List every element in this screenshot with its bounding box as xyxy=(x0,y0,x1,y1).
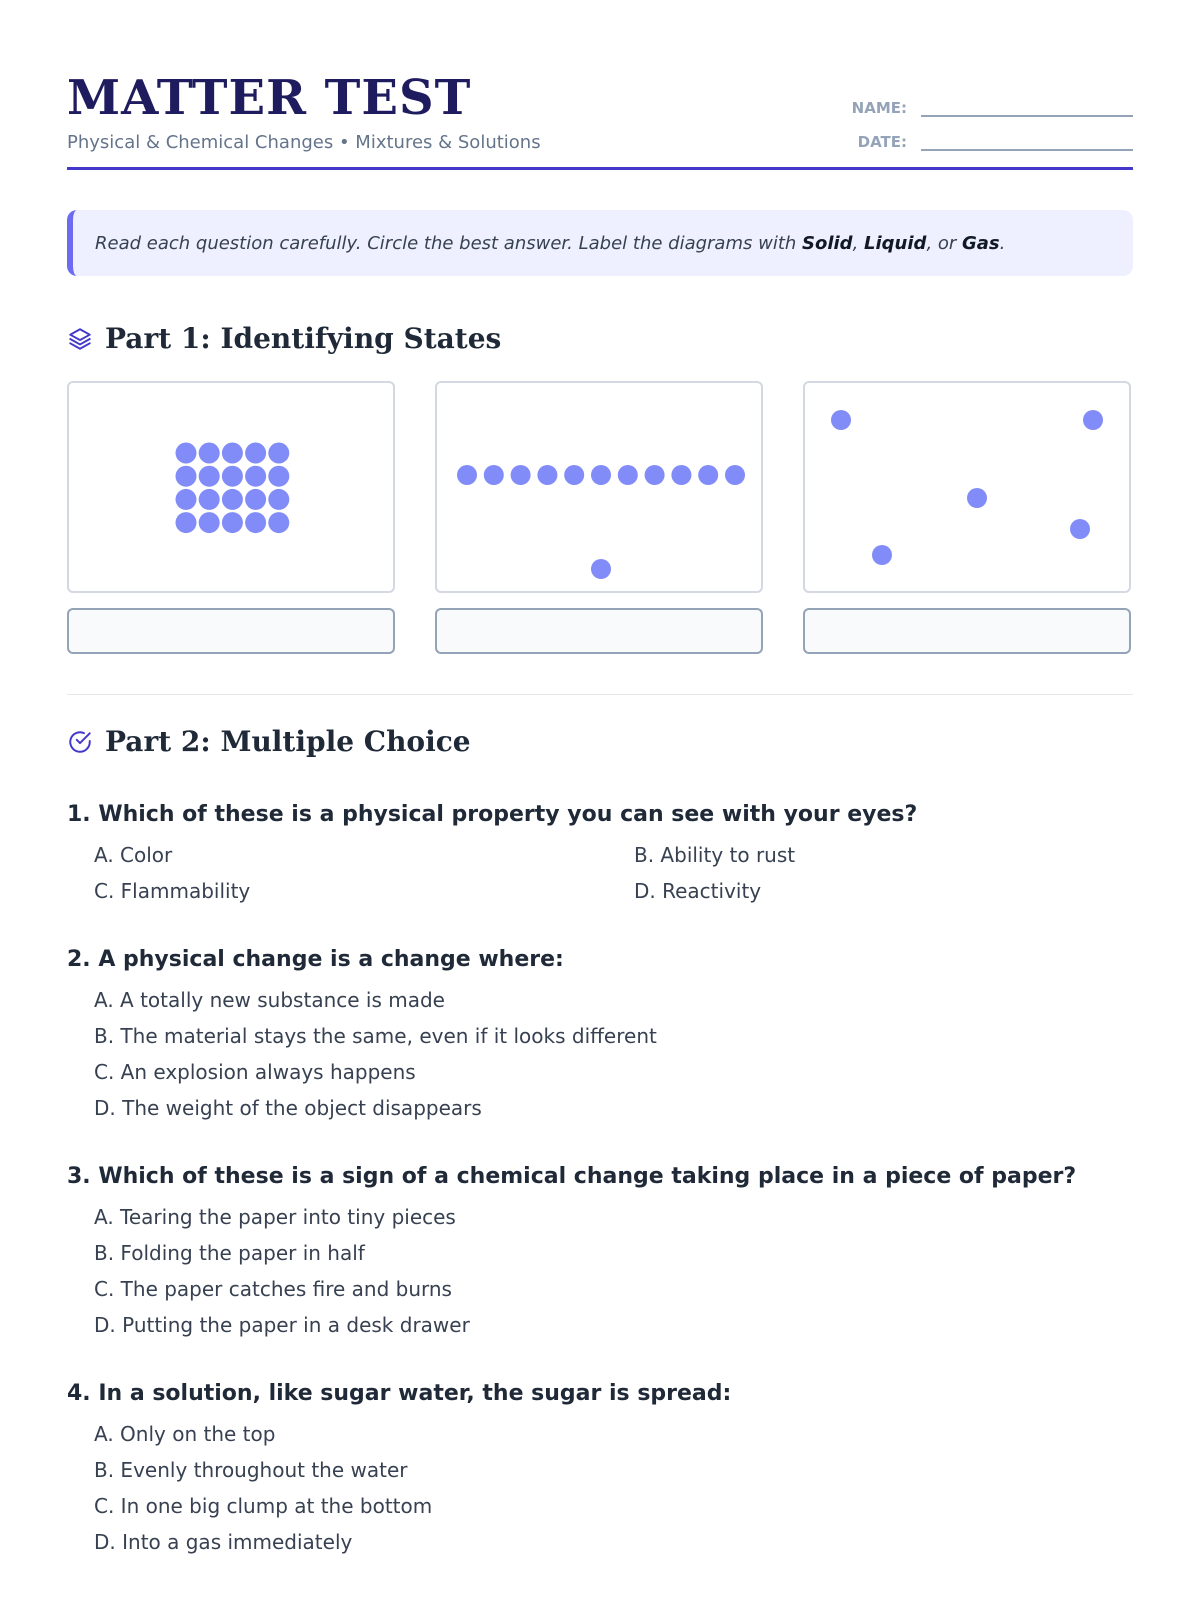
particle xyxy=(698,465,718,485)
answer-options xyxy=(94,1416,1133,1560)
question-3 xyxy=(67,1164,1133,1343)
answer-option[interactable]: A. Color xyxy=(94,843,173,867)
diagram-liquid xyxy=(435,381,763,593)
instructions-sep: , xyxy=(852,232,865,254)
diagram-3-answer-box[interactable] xyxy=(803,608,1131,654)
state-diagrams xyxy=(67,381,1133,654)
particle xyxy=(268,443,289,464)
answer-options xyxy=(94,837,1133,909)
particle xyxy=(268,489,289,510)
instructions-text xyxy=(95,233,1005,254)
diagram-liquid-column xyxy=(435,381,763,654)
particle xyxy=(199,512,220,533)
date-label: DATE: xyxy=(857,133,907,151)
particle xyxy=(1070,519,1090,539)
question-list xyxy=(67,802,1133,1560)
particle xyxy=(176,443,197,464)
part1-heading xyxy=(67,322,1133,355)
header xyxy=(67,70,1133,170)
particle xyxy=(245,489,266,510)
gas-particles xyxy=(805,383,1133,595)
answer-option[interactable]: C. In one big clump at the bottom xyxy=(94,1494,433,1518)
answer-option[interactable]: C. Flammability xyxy=(94,879,251,903)
part2-title: Part 2: Multiple Choice xyxy=(105,725,471,758)
solid-particles xyxy=(69,383,397,595)
instructions-lead: Read each question carefully. Circle the best answer. Label the diagrams with xyxy=(95,232,803,254)
particle xyxy=(1083,410,1103,430)
particle xyxy=(199,466,220,487)
diagram-2-answer-box[interactable] xyxy=(435,608,763,654)
particle xyxy=(831,410,851,430)
liquid-particles xyxy=(437,383,765,595)
question-text: 2. A physical change is a change where: xyxy=(67,947,564,972)
answer-options xyxy=(94,982,1133,1126)
particle xyxy=(872,545,892,565)
particle xyxy=(222,489,243,510)
section-divider xyxy=(67,694,1133,695)
diagram-solid xyxy=(67,381,395,593)
answer-option[interactable]: B. Ability to rust xyxy=(634,843,796,867)
answer-option[interactable]: A. Only on the top xyxy=(94,1422,276,1446)
answer-option[interactable]: C. An explosion always happens xyxy=(94,1060,416,1084)
answer-option[interactable]: B. Evenly throughout the water xyxy=(94,1458,408,1482)
gas-term: Gas xyxy=(962,232,1000,254)
particle xyxy=(967,488,987,508)
diagram-solid-column xyxy=(67,381,395,654)
particle xyxy=(618,465,638,485)
answer-option[interactable]: C. The paper catches fire and burns xyxy=(94,1277,452,1301)
date-field-row xyxy=(843,129,1133,151)
solid-term: Solid xyxy=(802,232,853,254)
page-title: MATTER TEST xyxy=(67,70,472,126)
particle xyxy=(245,443,266,464)
particle xyxy=(645,465,665,485)
particle xyxy=(671,465,691,485)
diagram-gas-column xyxy=(803,381,1131,654)
particle xyxy=(268,466,289,487)
instructions-end: . xyxy=(999,232,1006,254)
particle xyxy=(245,466,266,487)
question-text: 4. In a solution, like sugar water, the sugar is spread: xyxy=(67,1381,732,1406)
answer-option[interactable]: D. Reactivity xyxy=(634,879,762,903)
liquid-term: Liquid xyxy=(864,232,927,254)
name-label: NAME: xyxy=(851,99,907,117)
part1-title: Part 1: Identifying States xyxy=(105,322,502,355)
instructions-box xyxy=(67,210,1133,276)
question-text: 1. Which of these is a physical property you can see with your eyes? xyxy=(67,802,918,827)
particle xyxy=(199,443,220,464)
particle xyxy=(537,465,557,485)
diagram-gas xyxy=(803,381,1131,593)
particle xyxy=(564,465,584,485)
question-4 xyxy=(67,1381,1133,1560)
student-fields xyxy=(843,95,1133,151)
particle xyxy=(176,512,197,533)
particle xyxy=(591,559,611,579)
particle xyxy=(591,465,611,485)
particle xyxy=(199,489,220,510)
answer-options xyxy=(94,1199,1133,1343)
answer-option[interactable]: A. Tearing the paper into tiny pieces xyxy=(94,1205,456,1229)
particle xyxy=(511,465,531,485)
question-text: 3. Which of these is a sign of a chemical change taking place in a piece of paper? xyxy=(67,1164,1077,1189)
title-block xyxy=(67,70,541,153)
question-2 xyxy=(67,947,1133,1126)
check-circle-icon xyxy=(67,729,93,755)
particle xyxy=(176,489,197,510)
instructions-sep: , or xyxy=(926,232,963,254)
particle xyxy=(245,512,266,533)
particle xyxy=(268,512,289,533)
question-1 xyxy=(67,802,1133,909)
answer-option[interactable]: D. Into a gas immediately xyxy=(94,1530,353,1554)
particle xyxy=(457,465,477,485)
answer-option[interactable]: A. A totally new substance is made xyxy=(94,988,445,1012)
answer-option[interactable]: B. Folding the paper in half xyxy=(94,1241,365,1265)
particle xyxy=(222,443,243,464)
particle xyxy=(222,466,243,487)
diagram-1-answer-box[interactable] xyxy=(67,608,395,654)
layers-icon xyxy=(67,326,93,352)
date-field[interactable] xyxy=(921,129,1133,151)
particle xyxy=(222,512,243,533)
particle xyxy=(725,465,745,485)
page-subtitle: Physical & Chemical Changes • Mixtures & Solutions xyxy=(67,132,541,153)
answer-option[interactable]: D. The weight of the object disappears xyxy=(94,1096,482,1120)
particle xyxy=(484,465,504,485)
name-field-row xyxy=(843,95,1133,117)
part2-heading xyxy=(67,725,1133,758)
name-field[interactable] xyxy=(921,95,1133,117)
answer-option[interactable]: D. Putting the paper in a desk drawer xyxy=(94,1313,470,1337)
particle xyxy=(176,466,197,487)
answer-option[interactable]: B. The material stays the same, even if it looks different xyxy=(94,1024,657,1048)
